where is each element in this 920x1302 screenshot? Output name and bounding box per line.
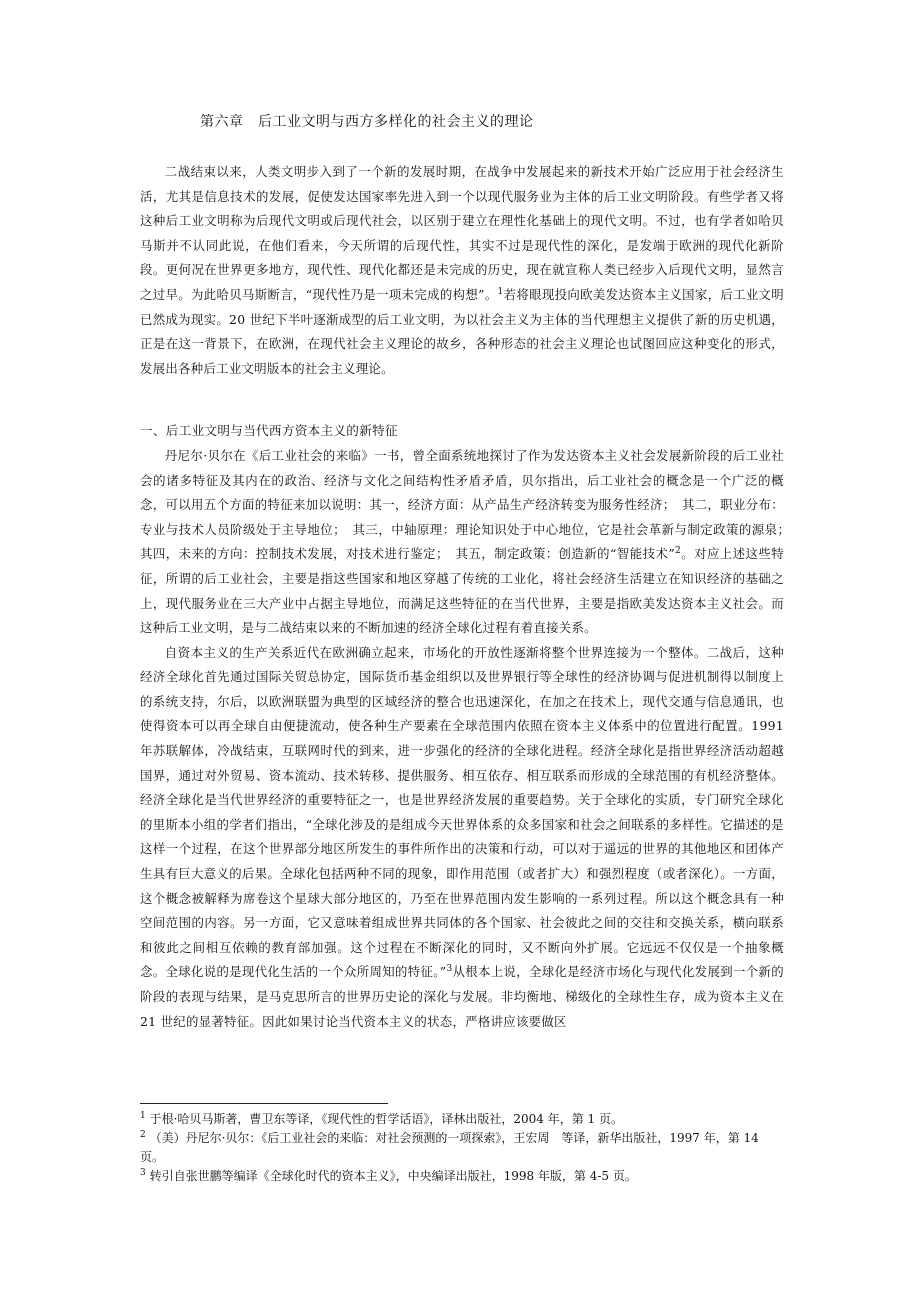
intro-paragraph — [140, 160, 784, 381]
section-paragraph-2 — [140, 641, 784, 1035]
section-paragraph-2-text: 自资本主义的生产关系近代在欧洲确立起来，市场化的开放性逐渐将整个世界连接为一个整体。二战后，这种经济全球化首先通过国际关贸总协定，国际货币基金组织以及世界银行等全球性的经济协调与促进机制得以制度上的系统支持，尔后，以欧洲联盟为典型的区域经济的整合也迅速深化，在加之在技术上，现代交通与信息通讯，也使得资本可以再全球自由便捷流动，使各种生产要素在全球范围内依照在资本主义体系中的位置进行配置。1991 年苏联解体，冷战结束，互联网时代的到来，进一步强化的经济的全球化进程。经济全球化是指世界经济活动超越国界，通过对外贸易、资本流动、技术转移、提供服务、相互依存、相互联系而形成的全球范围的有机经济整体。经济全球化是当代世界经济的重要特征之一，也是世界经济发展的重要趋势。关于全球化的实质，专门研究全球化的里斯本小组的学者们指出，“全球化涉及的是组成今天世界体系的众多国家和社会之间联系的多样性。它描述的是这样一个过程，在这个世界部分地区所发生的事件所作出的决策和行动，可以对于遥远的世界的其他地区和团体产生具有巨大意义的后果。全球化包括两种不同的现象，即作用范围（或者扩大）和强烈程度（或者深化）。一方面，这个概念被解释为席卷这个星球大部分地区的，乃至在世界范围内发生影响的一系列过程。所以这个概念具有一种空间范围的内容。另一方面，它又意味着组成世界共同体的各个国家、社会彼此之间的交往和交换关系，横向联系和彼此之间相互依赖的教育部加强。这个过程在不断深化的同时，又不断向外扩展。它远远不仅仅是一个抽象概念。全球化说的是现代化生活的一个众所周知的特征。” — [140, 644, 784, 980]
footnote-1 — [140, 1110, 784, 1129]
footnote-2-text: （美）丹尼尔·贝尔：《后工业社会的来临：对社会预测的一项探索》，王宏周 等译，新华出版社，1997 年，第 14 页。 — [140, 1131, 759, 1164]
document-body — [140, 112, 797, 1034]
footnote-2 — [140, 1129, 784, 1167]
section-paragraph-1-text: 丹尼尔·贝尔在《后工业社会的来临》一书，曾全面系统地探讨了作为发达资本主义社会发展新阶段的后工业社会的诸多特征及其内在的政治、经济与文化之间结构性矛盾矛盾，贝尔指出，后工业社会的概念是一个广泛的概念，可以用五个方面的特征来加以说明：其一，经济方面：从产品生产经济转变为服务性经济； 其二，职业分布：专业与技术人员阶级处于主导地位； 其三，中轴原理：理论知识处于中心地位，它是社会革新与制定政策的源泉； 其四，未来的方向：控制技术发展，对技术进行鉴定； 其五，制定政策：创造新的“智能技术” — [140, 447, 797, 562]
footnote-ref-2[interactable]: 2 — [674, 546, 682, 557]
footnote-3-text: 转引自张世鹏等编译《全球化时代的资本主义》，中央编译出版社，1998 年版，第 4-5 页。 — [149, 1169, 637, 1183]
intro-text: 二战结束以来，人类文明步入到了一个新的发展时期，在战争中发展起来的新技术开始广泛应用于社会经济生活，尤其是信息技术的发展，促使发达国家率先进入到一个以现代服务业为主体的后工业文明阶段。有些学者又将这种后工业文明称为后现代文明或后现代社会，以区别于建立在理性化基础上的现代文明。不过，也有学者如哈贝马斯并不认同此说，在他们看来，今天所谓的后现代性，其实不过是现代性的深化，是发端于欧洲的现代化新阶段。更何况在世界更多地方，现代性、现代化都还是未完成的历史，现在就宣称人类已经步入后现代文明，显然言之过早。为此哈贝马斯断言，“现代性乃是一项未完成的构想”。 — [140, 164, 784, 302]
section-paragraph-2-tail: 从根本上说，全球化是经济市场化与现代化发展到一个新的阶段的表现与结果，是马克思所言的世界历史论的深化与发展。非均衡地、梯级化的全球性生存，成为资本主义在 21 世纪的显著特征。因此如果讨论当代资本主义的状态，严格讲应该要做区 — [140, 964, 784, 1029]
footnote-number-2: 2 — [140, 1130, 146, 1140]
section-paragraph-1-tail: 。对应上述这些特征，所谓的后工业社会，主要是指这些国家和地区穿越了传统的工业化，将社会经济生活建立在知识经济的基础之上，现代服务业在三大产业中占据主导地位，而满足这些特征的在当代世界，主要是指欧美发达资本主义社会。而这种后工业文明，是与二战结束以来的不断加速的经济全球化过程有着直接关系。 — [140, 546, 784, 636]
section-paragraph-1 — [140, 444, 797, 641]
footnote-1-text: 于根·哈贝马斯著，曹卫东等译，《现代性的哲学话语》，译林出版社，2004 年，第 1 页。 — [149, 1112, 623, 1126]
footnote-ref-3[interactable]: 3 — [446, 964, 453, 975]
footnote-3 — [140, 1167, 784, 1186]
section-heading: 一、后工业文明与当代西方资本主义的新特征 — [140, 423, 398, 439]
footnote-divider — [140, 1103, 388, 1104]
footnote-ref-1[interactable]: 1 — [497, 286, 504, 297]
footnotes — [140, 1103, 784, 1186]
chapter-title: 第六章 后工业文明与西方多样化的社会主义的理论 — [200, 114, 534, 130]
footnote-number-1: 1 — [140, 1111, 146, 1121]
intro-text-tail: 若将眼现投向欧美发达资本主义国家，后工业文明已然成为现实。20 世纪下半叶逐渐成型的后工业文明，为以社会主义为主体的当代理想主义提供了新的历史机遇，正是在这一背景下，在欧洲，在现代社会主义理论的故乡，各种形态的社会主义理论也试图回应这种变化的形式，发展出各种后工业文明版本的社会主义理论。 — [140, 286, 784, 376]
spacer — [140, 381, 784, 405]
footnote-number-3: 3 — [140, 1168, 146, 1178]
